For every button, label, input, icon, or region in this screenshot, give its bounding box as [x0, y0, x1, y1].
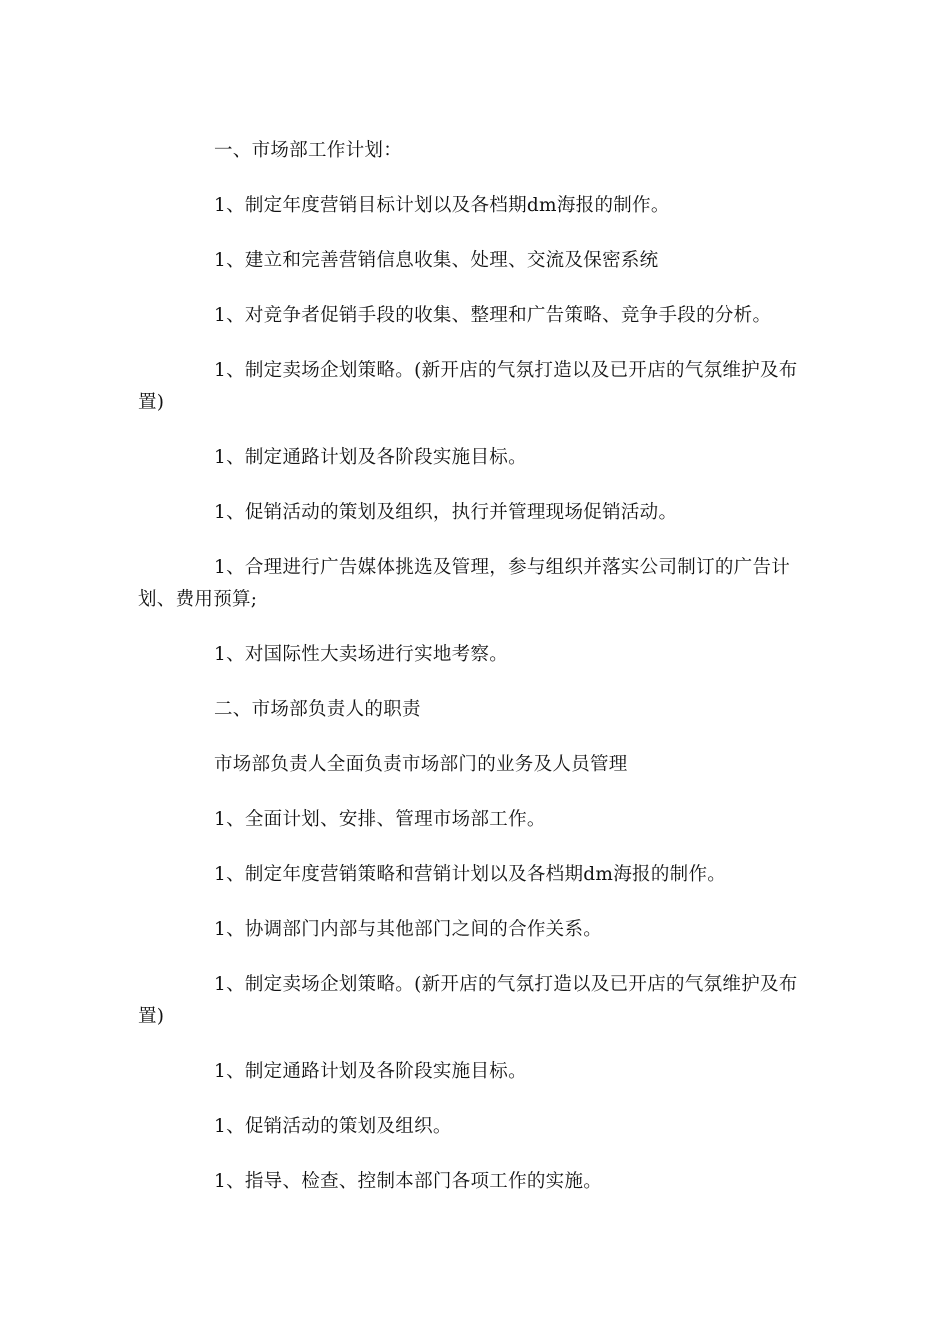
- section-heading-2: 二、市场部负责人的职责: [214, 699, 421, 720]
- paragraph: 1、指导、检查、控制本部门各项工作的实施。: [214, 1171, 603, 1192]
- document-body: [138, 135, 813, 1221]
- paragraph: 1、制定通路计划及各阶段实施目标。: [214, 447, 527, 468]
- paragraph: 1、协调部门内部与其他部门之间的合作关系。: [214, 919, 603, 940]
- paragraph: 1、制定年度营销策略和营销计划以及各档期dm海报的制作。: [214, 864, 727, 885]
- paragraph: 1、全面计划、安排、管理市场部工作。: [214, 809, 546, 830]
- paragraph: 1、促销活动的策划及组织，执行并管理现场促销活动。: [214, 502, 678, 523]
- paragraph: 市场部负责人全面负责市场部门的业务及人员管理: [214, 754, 628, 775]
- paragraph: 1、合理进行广告媒体挑选及管理，参与组织并落实公司制订的广告计划、费用预算;: [138, 557, 791, 610]
- paragraph: 1、制定通路计划及各阶段实施目标。: [214, 1061, 527, 1082]
- paragraph: 1、制定年度营销目标计划以及各档期dm海报的制作。: [214, 195, 670, 216]
- paragraph: 1、制定卖场企划策略。(新开店的气氛打造以及已开店的气氛维护及布置): [138, 360, 798, 413]
- paragraph: 1、对竞争者促销手段的收集、整理和广告策略、竞争手段的分析。: [214, 305, 772, 326]
- paragraph: 1、建立和完善营销信息收集、处理、交流及保密系统: [214, 250, 659, 271]
- section-heading-1: 一、市场部工作计划：: [214, 140, 403, 161]
- paragraph: 1、对国际性大卖场进行实地考察。: [214, 644, 509, 665]
- paragraph: 1、促销活动的策划及组织。: [214, 1116, 452, 1137]
- paragraph: 1、制定卖场企划策略。(新开店的气氛打造以及已开店的气氛维护及布置): [138, 974, 798, 1027]
